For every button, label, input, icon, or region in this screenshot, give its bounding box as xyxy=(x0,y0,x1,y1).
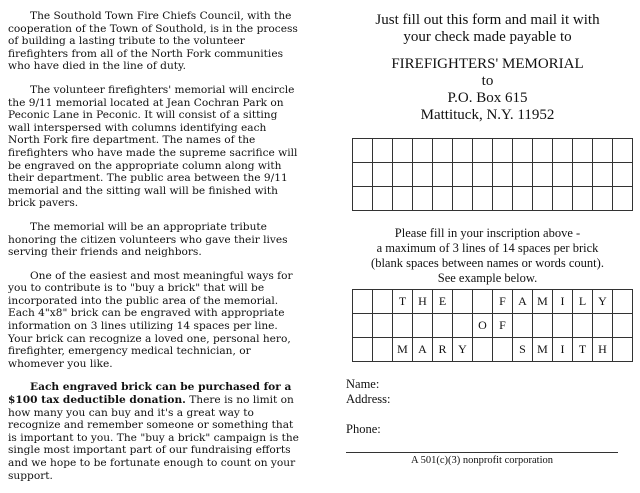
inscription-cell[interactable] xyxy=(353,139,373,163)
instruction-line: (blank spaces between names or words count). xyxy=(371,256,604,270)
example-cell: T xyxy=(573,338,593,362)
description-column xyxy=(8,10,300,493)
example-cell: M xyxy=(533,290,553,314)
example-cell: M xyxy=(393,338,413,362)
inscription-cell[interactable] xyxy=(453,187,473,211)
instruction-line: See example below. xyxy=(437,271,538,285)
address-line: P.O. Box 615 xyxy=(447,90,528,106)
inscription-cell[interactable] xyxy=(353,163,373,187)
example-cell xyxy=(513,314,533,338)
example-cell xyxy=(613,290,633,314)
inscription-cell[interactable] xyxy=(513,139,533,163)
inscription-cell[interactable] xyxy=(453,139,473,163)
mailing-address xyxy=(335,56,640,124)
inscription-cell[interactable] xyxy=(613,187,633,211)
example-cell xyxy=(353,338,373,362)
example-cell xyxy=(573,314,593,338)
example-cell: Y xyxy=(593,290,613,314)
inscription-cell[interactable] xyxy=(433,139,453,163)
inscription-cell[interactable] xyxy=(373,139,393,163)
inscription-cell[interactable] xyxy=(473,163,493,187)
divider xyxy=(346,452,618,453)
inscription-cell[interactable] xyxy=(473,139,493,163)
intro-line: Just fill out this form and mail it with xyxy=(375,12,600,28)
address-label[interactable]: Address: xyxy=(346,392,391,406)
example-cell xyxy=(473,338,493,362)
example-cell xyxy=(353,314,373,338)
inscription-cell[interactable] xyxy=(533,139,553,163)
inscription-cell[interactable] xyxy=(593,163,613,187)
example-cell: L xyxy=(573,290,593,314)
example-cell: M xyxy=(533,338,553,362)
inscription-cell[interactable] xyxy=(413,163,433,187)
example-grid xyxy=(352,289,633,362)
inscription-instructions xyxy=(335,226,640,286)
address-line: Mattituck, N.Y. 11952 xyxy=(420,107,555,123)
inscription-cell[interactable] xyxy=(453,163,473,187)
intro-line: your check made payable to xyxy=(403,29,572,45)
inscription-cell[interactable] xyxy=(433,187,453,211)
example-cell: T xyxy=(393,290,413,314)
example-cell: H xyxy=(413,290,433,314)
paragraph-3: The memorial will be an appropriate tribute honoring the citizen volunteers who gave their lives serving their friends and neighbors. xyxy=(8,220,288,259)
example-cell xyxy=(533,314,553,338)
paragraph-2: The volunteer firefighters' memorial will encircle the 9/11 memorial located at Jean Cochran Park on Peconic Lane in Peconic. It will consist of a sitting wall interspersed with columns identifying each North Fork fire department. The names of the firefighters who have made the supreme sacrifice will be engraved on the appropriate column along with their department. The public area between the 9/11 memorial and the sitting wall will be finished with brick pavers. xyxy=(8,83,298,210)
inscription-cell[interactable] xyxy=(433,163,453,187)
phone-label[interactable]: Phone: xyxy=(346,422,381,436)
inscription-cell[interactable] xyxy=(533,187,553,211)
address-line: to xyxy=(481,73,494,89)
inscription-grid[interactable] xyxy=(352,138,633,211)
inscription-cell[interactable] xyxy=(393,187,413,211)
example-cell xyxy=(373,338,393,362)
example-cell xyxy=(353,290,373,314)
example-cell xyxy=(373,290,393,314)
inscription-cell[interactable] xyxy=(493,139,513,163)
example-cell xyxy=(413,314,433,338)
spacer xyxy=(346,407,390,422)
inscription-cell[interactable] xyxy=(373,163,393,187)
inscription-cell[interactable] xyxy=(393,139,413,163)
inscription-cell[interactable] xyxy=(513,163,533,187)
example-cell: A xyxy=(413,338,433,362)
example-cell: R xyxy=(433,338,453,362)
inscription-cell[interactable] xyxy=(573,139,593,163)
inscription-cell[interactable] xyxy=(573,187,593,211)
inscription-cell[interactable] xyxy=(393,163,413,187)
inscription-cell[interactable] xyxy=(593,187,613,211)
example-cell: Y xyxy=(453,338,473,362)
paragraph-5 xyxy=(8,381,300,482)
inscription-cell[interactable] xyxy=(373,187,393,211)
example-cell xyxy=(473,290,493,314)
inscription-cell[interactable] xyxy=(353,187,373,211)
example-cell xyxy=(613,338,633,362)
inscription-cell[interactable] xyxy=(613,139,633,163)
inscription-cell[interactable] xyxy=(493,187,513,211)
name-label[interactable]: Name: xyxy=(346,377,380,391)
paragraph-1: The Southold Town Fire Chiefs Council, with the cooperation of the Town of Southold, is in the process of building a lasting tribute to the volunteer firefighters from all of the North Fork communities who have died in the line of duty. xyxy=(8,10,298,73)
inscription-cell[interactable] xyxy=(413,187,433,211)
example-cell xyxy=(393,314,413,338)
instruction-line: a maximum of 3 lines of 14 spaces per brick xyxy=(376,241,599,255)
inscription-cell[interactable] xyxy=(473,187,493,211)
inscription-cell[interactable] xyxy=(553,187,573,211)
address-line: FIREFIGHTERS' MEMORIAL xyxy=(391,56,584,72)
intro-text xyxy=(335,12,640,46)
inscription-cell[interactable] xyxy=(533,163,553,187)
example-cell: H xyxy=(593,338,613,362)
example-cell: E xyxy=(433,290,453,314)
inscription-cell[interactable] xyxy=(613,163,633,187)
contact-form xyxy=(346,377,390,437)
example-cell xyxy=(593,314,613,338)
paragraph-4: One of the easiest and most meaningful ways for you to contribute is to "buy a brick" that will be incorporated into the public area of the memorial. Each 4"x8" brick can be engraved with appropriate information on 3 lines utilizing 14 spaces per line. Your brick can recognize a loved one, personal hero, firefighter, emergency medical technician, or whomever you like. xyxy=(8,269,293,370)
footer-note: A 501(c)(3) nonprofit corporation xyxy=(410,455,553,466)
example-cell: O xyxy=(473,314,493,338)
example-cell: A xyxy=(513,290,533,314)
inscription-cell[interactable] xyxy=(553,139,573,163)
example-cell: F xyxy=(493,290,513,314)
example-cell: F xyxy=(493,314,513,338)
donation-text: There is no limit on how many you can buy and it's a great way to recognize and remember someone or something that is important to you. The "buy a brick" campaign is the single most important part of our fundraising efforts and we hope to be fortunate enough to count on your support. xyxy=(8,394,299,482)
inscription-cell[interactable] xyxy=(573,163,593,187)
example-cell xyxy=(493,338,513,362)
example-cell xyxy=(553,314,573,338)
example-cell: I xyxy=(553,338,573,362)
example-cell xyxy=(453,290,473,314)
inscription-cell[interactable] xyxy=(553,163,573,187)
example-cell xyxy=(373,314,393,338)
instruction-line: Please fill in your inscription above - xyxy=(394,226,581,240)
example-cell xyxy=(433,314,453,338)
example-cell xyxy=(453,314,473,338)
inscription-cell[interactable] xyxy=(413,139,433,163)
inscription-cell[interactable] xyxy=(593,139,613,163)
donation-bold: Each engraved brick can be purchased for a $100 tax deductible donation. xyxy=(8,381,292,407)
example-cell: I xyxy=(553,290,573,314)
inscription-cell[interactable] xyxy=(513,187,533,211)
example-cell: S xyxy=(513,338,533,362)
example-cell xyxy=(613,314,633,338)
inscription-cell[interactable] xyxy=(493,163,513,187)
